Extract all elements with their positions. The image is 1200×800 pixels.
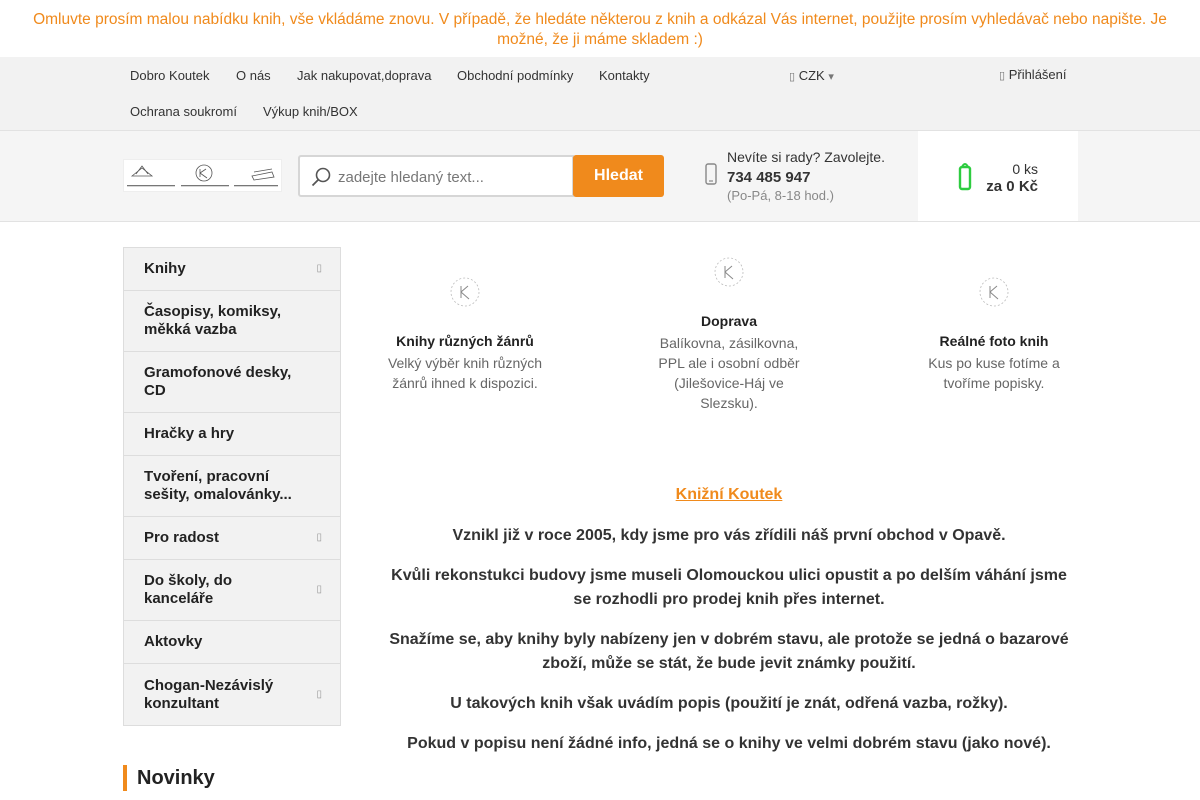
category-label: Do školy, do kanceláře: [144, 572, 233, 607]
category-label: Aktovky: [144, 633, 203, 650]
category-label: Pro radost: [144, 529, 220, 546]
feature-zanry: [385, 275, 545, 393]
logo-emblem-icon: [445, 275, 485, 309]
nav-vykup-knih[interactable]: Výkup knih/BOX: [263, 104, 358, 119]
category-sidebar: [123, 247, 341, 726]
about-paragraph: Kvůli rekonstukci budovy jsme museli Olomouckou ulici opustit a po delším váhání jsme se rozhodli pro prodej knih přes internet.: [391, 567, 1067, 608]
feature-title: Doprava: [700, 313, 758, 329]
contact-question: Nevíte si rady? Zavolejte.: [727, 149, 885, 165]
feature-desc: Kus po kuse fotíme a tvoříme popisky.: [928, 355, 1060, 391]
nav-jak-nakupovat[interactable]: Jak nakupovat,doprava: [297, 68, 432, 83]
knizni-koutek-logo-icon: [124, 160, 281, 191]
about-paragraph: Pokud v popisu není žádné info, jedná se o knihy ve velmi dobrém stavu (jako nové).: [407, 735, 1051, 752]
category-label: Časopisy, komiksy, měkká vazba: [144, 303, 282, 338]
nav-ochrana-soukromi[interactable]: Ochrana soukromí: [130, 104, 237, 119]
login-label: Přihlášení: [1008, 67, 1067, 82]
notice-banner: Omluvte prosím malou nabídku knih, vše vkládáme znovu. V případě, že hledáte některou z knih a odkázal Vás internet, použijte prosím vyhledávač nebo napište. Je možné, že ji máme skladem :): [33, 11, 1167, 48]
novinky-heading: Novinky: [123, 765, 215, 791]
search-input[interactable]: [338, 166, 568, 188]
search-icon: [310, 166, 332, 188]
category-chogan[interactable]: [124, 664, 340, 725]
contact-hours: (Po-Pá, 8-18 hod.): [727, 188, 834, 203]
logo-emblem-icon: [709, 255, 749, 289]
category-hracky[interactable]: [124, 413, 340, 456]
currency-icon: ▯: [789, 71, 796, 83]
currency-selector[interactable]: [789, 68, 834, 83]
about-paragraph: Vznikl již v roce 2005, kdy jsme pro vás zřídili náš první obchod v Opavě.: [452, 527, 1006, 544]
category-label: Chogan-Nezávislý konzultant: [144, 676, 274, 712]
category-knihy[interactable]: [124, 248, 340, 291]
category-label: Tvoření, pracovní sešity, omalovánky...: [144, 468, 292, 503]
feature-desc: Balíkovna, zásilkovna, PPL ale i osobní odběr (Jilešovice-Háj ve Slezsku).: [658, 335, 800, 411]
about-paragraph: Snažíme se, aby knihy byly nabízeny jen v dobrém stavu, ale protože se jedná o bazarové zboží, může se stát, že bude jevit známky použití.: [389, 631, 1069, 672]
chevron-right-icon: ▯: [316, 688, 322, 700]
category-label: Hračky a hry: [144, 425, 235, 442]
feature-doprava: [650, 255, 808, 413]
search-form: [298, 155, 664, 197]
cart-icon: [958, 161, 972, 191]
search-button[interactable]: Hledat: [573, 155, 664, 197]
nav-o-nas[interactable]: O nás: [236, 68, 271, 83]
knizni-koutek-link[interactable]: Knižní Koutek: [675, 486, 783, 503]
login-link[interactable]: [999, 67, 1067, 82]
user-icon: ▯: [999, 70, 1006, 82]
about-paragraph: U takových knih však uvádím popis (použití je znát, odřená vazba, rožky).: [450, 695, 1008, 712]
category-label: Gramofonové desky, CD: [144, 364, 292, 399]
search-field: [298, 155, 574, 197]
category-tvoreni[interactable]: [124, 456, 340, 517]
nav-kontakty[interactable]: Kontakty: [599, 68, 650, 83]
logo-emblem-icon: [974, 275, 1014, 309]
category-pro-radost[interactable]: [124, 517, 340, 560]
feature-desc: Velký výběr knih různých žánrů ihned k dispozici.: [387, 355, 543, 391]
category-gramofonove-desky[interactable]: [124, 352, 340, 413]
feature-title: Reálné foto knih: [939, 333, 1049, 349]
feature-title: Knihy různých žánrů: [396, 333, 534, 349]
feature-foto: [914, 275, 1074, 393]
cart-total: za 0 Kč: [986, 178, 1038, 195]
chevron-right-icon: ▯: [316, 584, 322, 595]
chevron-right-icon: ▯: [316, 532, 322, 543]
cart-count: 0 ks: [1012, 161, 1038, 177]
contact-phone[interactable]: 734 485 947: [727, 169, 811, 186]
nav-dobro-koutek[interactable]: Dobro Koutek: [130, 68, 210, 83]
chevron-right-icon: ▯: [316, 263, 322, 274]
nav-obchodni-podminky[interactable]: Obchodní podmínky: [457, 68, 574, 83]
top-navigation: [0, 57, 1200, 131]
chevron-down-icon: ▾: [828, 71, 834, 83]
category-do-skoly[interactable]: [124, 560, 340, 621]
phone-icon: [705, 163, 717, 185]
category-aktovky[interactable]: [124, 621, 340, 664]
site-header: [0, 131, 1200, 222]
currency-label: CZK: [798, 68, 825, 83]
category-casopisy[interactable]: [124, 291, 340, 352]
about-section: [383, 486, 1075, 772]
category-label: Knihy: [144, 260, 186, 277]
cart-widget[interactable]: [918, 131, 1078, 221]
site-logo[interactable]: [123, 159, 282, 192]
